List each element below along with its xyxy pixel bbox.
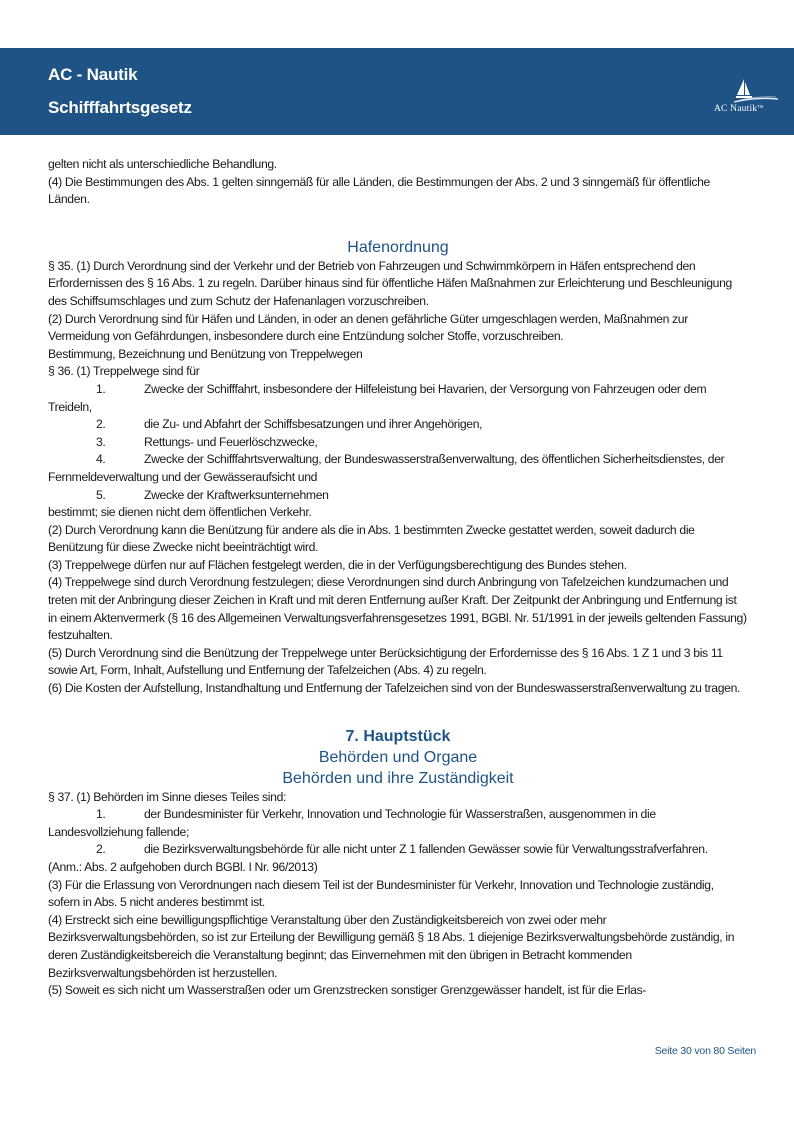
- list-item: [48, 434, 748, 452]
- paragraph: (4) Die Bestimmungen des Abs. 1 gelten sinngemäß für alle Länden, die Bestimmungen der Abs. 2 und 3 sinngemäß für öffentliche Länden.: [48, 174, 748, 209]
- list-text: der Bundesminister für Verkehr, Innovation und Technologie für Wasserstraßen, ausgenommen in die Landesvollziehung fallende;: [48, 806, 748, 841]
- list-number: 3.: [96, 434, 105, 452]
- list-number: 4.: [96, 451, 105, 469]
- paragraph-37-1: § 37. (1) Behörden im Sinne dieses Teiles sind:: [48, 789, 748, 807]
- list-number: 2.: [96, 416, 105, 434]
- list-text: Zwecke der Schifffahrtsverwaltung, der Bundeswasserstraßenverwaltung, des öffentlichen Sicherheitsdienstes, der Fernmeldeverwaltung und der Gewässeraufsicht und: [48, 451, 748, 486]
- section-heading-zustaendigkeit: Behörden und ihre Zuständigkeit: [48, 768, 748, 789]
- paragraph-37-4: (4) Erstreckt sich eine bewilligungspflichtige Veranstaltung über den Zuständigkeitsbereich von zwei oder mehr Bezirksverwaltungsbehörden, so ist zur Erteilung der Bewilligung gemäß § 18 Abs. 1 diejenige Bezirksverwaltungsbehörde zuständig, in deren Zuständigkeitsbereich die Veranstaltung beginnt; das Einvernehmen mit den übrigen in Betracht kommenden Bezirksverwaltungsbehörden ist herzustellen.: [48, 912, 748, 982]
- list-item: [48, 841, 748, 859]
- paragraph: bestimmt; sie dienen nicht dem öffentlichen Verkehr.: [48, 504, 748, 522]
- list-item: [48, 487, 748, 505]
- logo-text: AC Nautik: [714, 104, 757, 114]
- list-item: [48, 416, 748, 434]
- header-title: AC - Nautik: [48, 65, 137, 85]
- paragraph-36-6: (6) Die Kosten der Aufstellung, Instandhaltung und Entfernung der Tafelzeichen sind von der Bundeswasserstraßenverwaltung zu tragen.: [48, 680, 748, 698]
- paragraph-36-3: (3) Treppelwege dürfen nur auf Flächen festgelegt werden, die in der Verfügungsberechtigung des Bundes stehen.: [48, 557, 748, 575]
- paragraph-36-1: § 36. (1) Treppelwege sind für: [48, 363, 748, 381]
- chapter-title: 7. Hauptstück: [48, 726, 748, 747]
- paragraph-37-3: (3) Für die Erlassung von Verordnungen nach diesem Teil ist der Bundesminister für Verkehr, Innovation und Technologie zuständig, sofern in Abs. 5 nicht anderes bestimmt ist.: [48, 877, 748, 912]
- paragraph: gelten nicht als unterschiedliche Behandlung.: [48, 156, 748, 174]
- list-text: die Zu- und Abfahrt der Schiffsbesatzungen und ihrer Angehörigen,: [48, 416, 748, 434]
- list-number: 1.: [96, 806, 105, 824]
- paragraph-35-2: (2) Durch Verordnung sind für Häfen und Länden, in oder an denen gefährliche Güter umgeschlagen werden, Maßnahmen zur Vermeidung von Gefährdungen, insbesondere durch eine Entzündung solcher Stoffe, vorzuschreiben.: [48, 311, 748, 346]
- list-number: 2.: [96, 841, 105, 859]
- list-item: [48, 806, 748, 841]
- document-body: [48, 156, 748, 1000]
- paragraph-36-5: (5) Durch Verordnung sind die Benützung der Treppelwege unter Berücksichtigung der Erfordernisse des § 16 Abs. 1 Z 1 und 3 bis 11 sowie Art, Form, Inhalt, Aufstellung und Entfernung der Tafelzeichen (Abs. 4) zu regeln.: [48, 645, 748, 680]
- list-text: Zwecke der Kraftwerksunternehmen: [48, 487, 748, 505]
- list-number: 1.: [96, 381, 105, 399]
- subheading-treppelwege: Bestimmung, Bezeichnung und Benützung von Treppelwegen: [48, 346, 748, 364]
- logo-wordmark: [714, 104, 764, 114]
- ac-nautik-logo: [714, 78, 780, 118]
- header-subtitle: Schifffahrtsgesetz: [48, 98, 192, 118]
- paragraph-36-4: (4) Treppelwege sind durch Verordnung festzulegen; diese Verordnungen sind durch Anbringung von Tafelzeichen kundzumachen und treten mit der Anbringung dieser Zeichen in Kraft und mit deren Entfernung außer Kraft. Der Zeitpunkt der Anbringung und Entfernung ist in einem Aktenvermerk (§ 16 des Allgemeinen Verwaltungsverfahrensgesetzes 1991, BGBl. Nr. 51/1991 in der jeweils geltenden Fassung) festzuhalten.: [48, 574, 748, 644]
- paragraph-36-2: (2) Durch Verordnung kann die Benützung für andere als die in Abs. 1 bestimmten Zwecke gestattet werden, soweit dadurch die Benützung für diese Zwecke nicht beeinträchtigt wird.: [48, 522, 748, 557]
- annotation: (Anm.: Abs. 2 aufgehoben durch BGBl. I Nr. 96/2013): [48, 859, 748, 877]
- list-number: 5.: [96, 487, 105, 505]
- list-text: Rettungs- und Feuerlöschzwecke,: [48, 434, 748, 452]
- page-number: Seite 30 von 80 Seiten: [655, 1045, 756, 1057]
- document-header: [0, 48, 794, 135]
- section-heading-hafenordnung: Hafenordnung: [48, 237, 748, 258]
- sailboat-icon: [734, 78, 778, 104]
- list-text: die Bezirksverwaltungsbehörde für alle nicht unter Z 1 fallenden Gewässer sowie für Verwaltungsstrafverfahren.: [48, 841, 748, 859]
- paragraph-37-5: (5) Soweit es sich nicht um Wasserstraßen oder um Grenzstrecken sonstiger Grenzgewässer handelt, ist für die Erlas-: [48, 982, 748, 1000]
- paragraph-35-1: § 35. (1) Durch Verordnung sind der Verkehr und der Betrieb von Fahrzeugen und Schwimmkörpern in Häfen entsprechend den Erfordernissen des § 16 Abs. 1 zu regeln. Darüber hinaus sind für öffentliche Häfen Maßnahmen zur Erleichterung und Beschleunigung des Schiffsumschlages und zum Schutz der Hafenanlagen vorzuschreiben.: [48, 258, 748, 311]
- logo-trademark: TM: [757, 104, 763, 109]
- list-item: [48, 381, 748, 416]
- list-item: [48, 451, 748, 486]
- list-text: Zwecke der Schifffahrt, insbesondere der Hilfeleistung bei Havarien, der Versorgung von Fahrzeugen oder dem Treideln,: [48, 381, 748, 416]
- chapter-subtitle: Behörden und Organe: [48, 747, 748, 768]
